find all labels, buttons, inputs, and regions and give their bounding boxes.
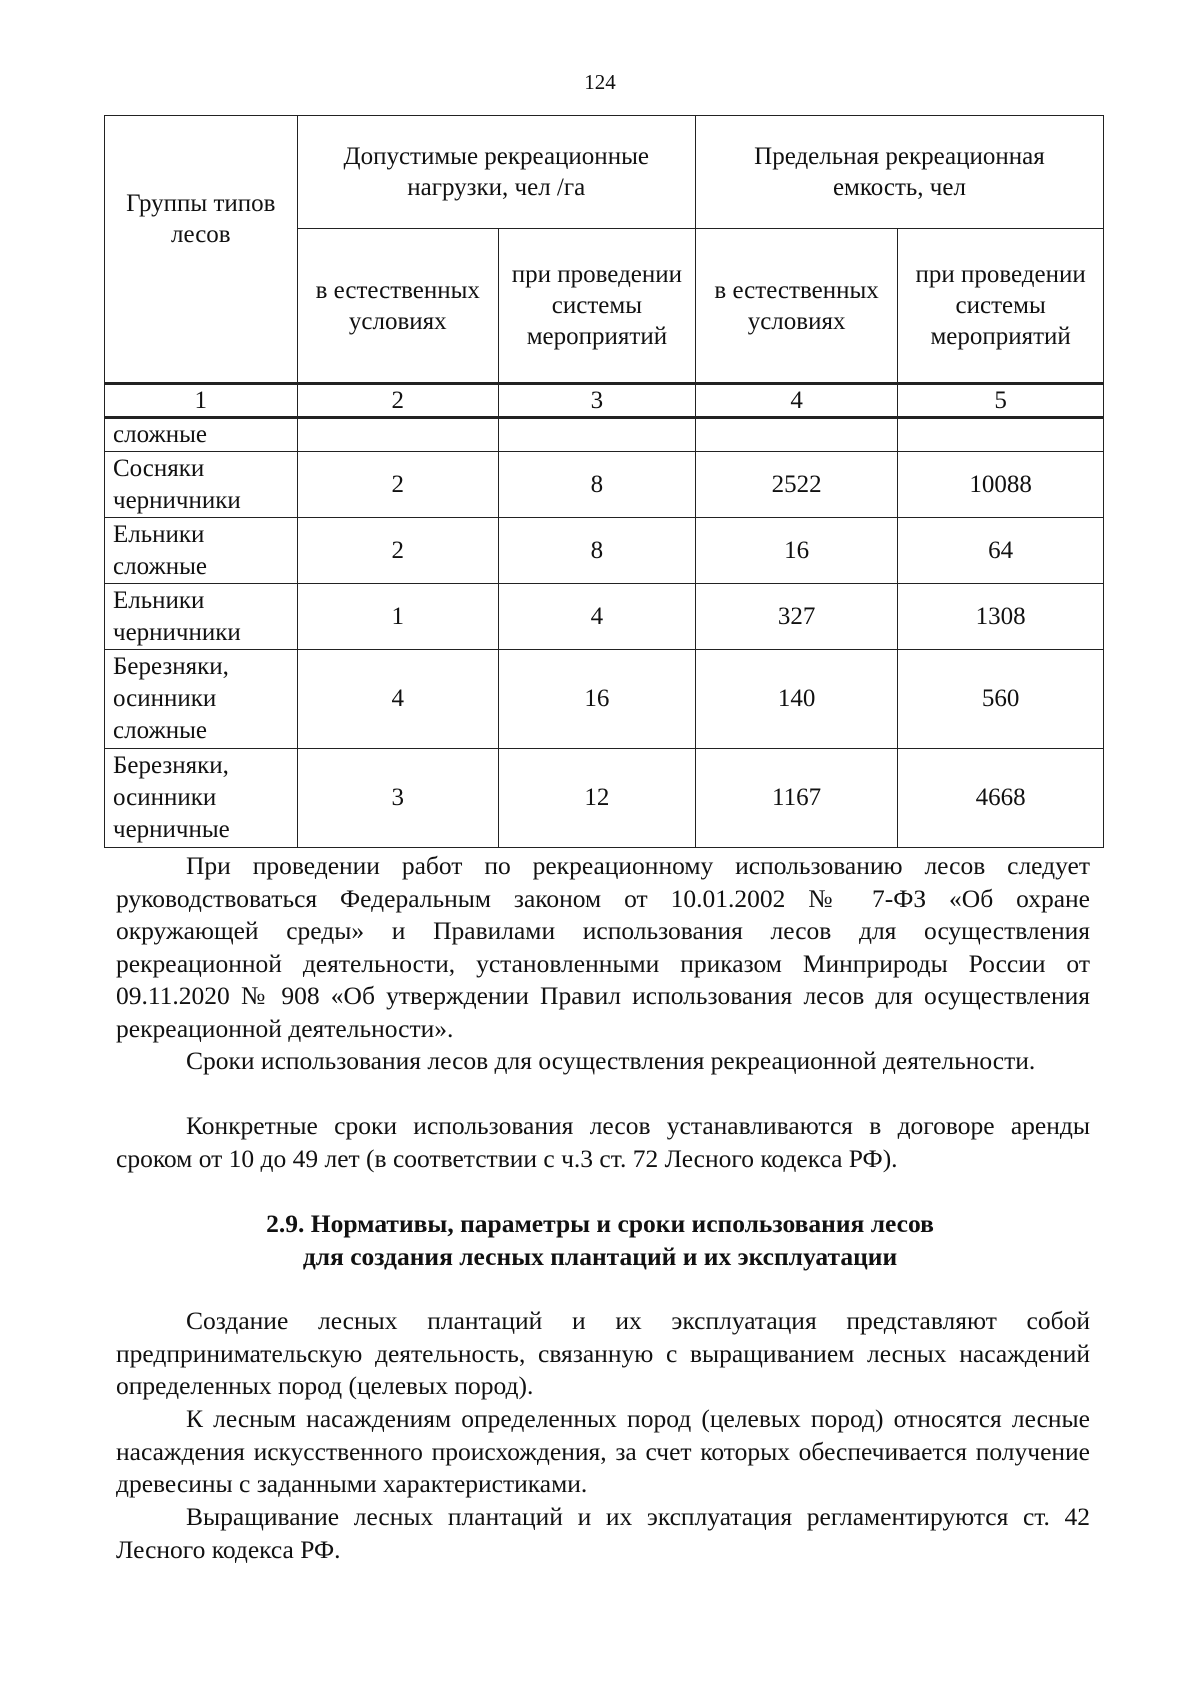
column-number: 1 xyxy=(105,384,298,418)
row-value: 2 xyxy=(297,452,498,518)
paragraph-law-reference: При проведении работ по рекреационному использованию лесов следует руководствоваться Федеральным законом от 10.01.2002 № 7-ФЗ «Об охране окружающей среды» и Правилами использования лесов для осуществления рекреационной деятельности, установленными приказом Минприроды России от 09.11.2020 № 908 «Об утверждении Правил использования лесов для осуществления рекреационной деятельности». xyxy=(116,851,1090,1043)
row-value: 8 xyxy=(498,452,695,518)
table-row xyxy=(105,518,1104,584)
section-heading-line-2: для создания лесных плантаций и их эксплуатации xyxy=(302,1242,898,1271)
row-value: 3 xyxy=(297,749,498,848)
row-value xyxy=(498,418,695,452)
table-row xyxy=(105,749,1104,848)
row-value: 4 xyxy=(498,584,695,650)
paragraph-regulation: Выращивание лесных плантаций и их эксплуатация регламентируются ст. 42 Лесного кодекса РФ. xyxy=(116,1502,1090,1564)
row-value: 16 xyxy=(695,518,897,584)
section-heading-line-1: 2.9. Нормативы, параметры и сроки использования лесов xyxy=(266,1209,934,1238)
table-row xyxy=(105,418,1104,452)
paragraph-terms: Сроки использования лесов для осуществления рекреационной деятельности. xyxy=(186,1046,1036,1075)
row-value: 1167 xyxy=(695,749,897,848)
row-value xyxy=(695,418,897,452)
column-number: 3 xyxy=(498,384,695,418)
row-name: Березняки, осинники черничные xyxy=(105,749,298,848)
header-natural-capacity: в естественных условиях xyxy=(695,229,897,384)
row-value: 140 xyxy=(695,650,897,749)
row-value xyxy=(898,418,1104,452)
column-number: 4 xyxy=(695,384,897,418)
row-value: 4668 xyxy=(898,749,1104,848)
row-value: 10088 xyxy=(898,452,1104,518)
paragraph-plantations: Создание лесных плантаций и их эксплуатация представляют собой предпринимательскую деятельность, связанную с выращиванием лесных насаждений определенных пород (целевых пород). xyxy=(116,1306,1090,1400)
table-header-row-1 xyxy=(105,116,1104,229)
table-row xyxy=(105,650,1104,749)
row-value: 327 xyxy=(695,584,897,650)
column-number: 2 xyxy=(297,384,498,418)
row-name: Березняки, осинники сложные xyxy=(105,650,298,749)
row-value: 16 xyxy=(498,650,695,749)
row-value: 1 xyxy=(297,584,498,650)
row-value: 12 xyxy=(498,749,695,848)
page-number: 124 xyxy=(584,70,616,94)
row-name: Сосняки черничники xyxy=(105,452,298,518)
header-groups: Группы типов лесов xyxy=(105,116,298,384)
header-loads: Допустимые рекреационные нагрузки, чел /га xyxy=(297,116,695,229)
header-measures-loads: при проведении системы мероприятий xyxy=(498,229,695,384)
recreation-table xyxy=(104,115,1104,848)
column-numbers-row xyxy=(105,384,1104,418)
table-row xyxy=(105,584,1104,650)
header-natural-loads: в естественных условиях xyxy=(297,229,498,384)
header-measures-capacity: при проведении системы мероприятий xyxy=(898,229,1104,384)
paragraph-lease-terms: Конкретные сроки использования лесов устанавливаются в договоре аренды сроком от 10 до 49 лет (в соответствии с ч.3 ст. 72 Лесного кодекса РФ). xyxy=(116,1111,1090,1173)
header-capacity: Предельная рекреационная емкость, чел xyxy=(695,116,1103,229)
paragraph-target-species: К лесным насаждениям определенных пород (целевых пород) относятся лесные насаждения искусственного происхождения, за счет которых обеспечивается получение древесины с заданными характеристиками. xyxy=(116,1404,1090,1498)
row-value: 2 xyxy=(297,518,498,584)
column-number: 5 xyxy=(898,384,1104,418)
row-name: Ельники черничники xyxy=(105,584,298,650)
row-value: 4 xyxy=(297,650,498,749)
row-name: сложные xyxy=(105,418,298,452)
row-value: 8 xyxy=(498,518,695,584)
row-name: Ельники сложные xyxy=(105,518,298,584)
row-value: 2522 xyxy=(695,452,897,518)
row-value xyxy=(297,418,498,452)
table-row xyxy=(105,452,1104,518)
row-value: 560 xyxy=(898,650,1104,749)
row-value: 1308 xyxy=(898,584,1104,650)
row-value: 64 xyxy=(898,518,1104,584)
